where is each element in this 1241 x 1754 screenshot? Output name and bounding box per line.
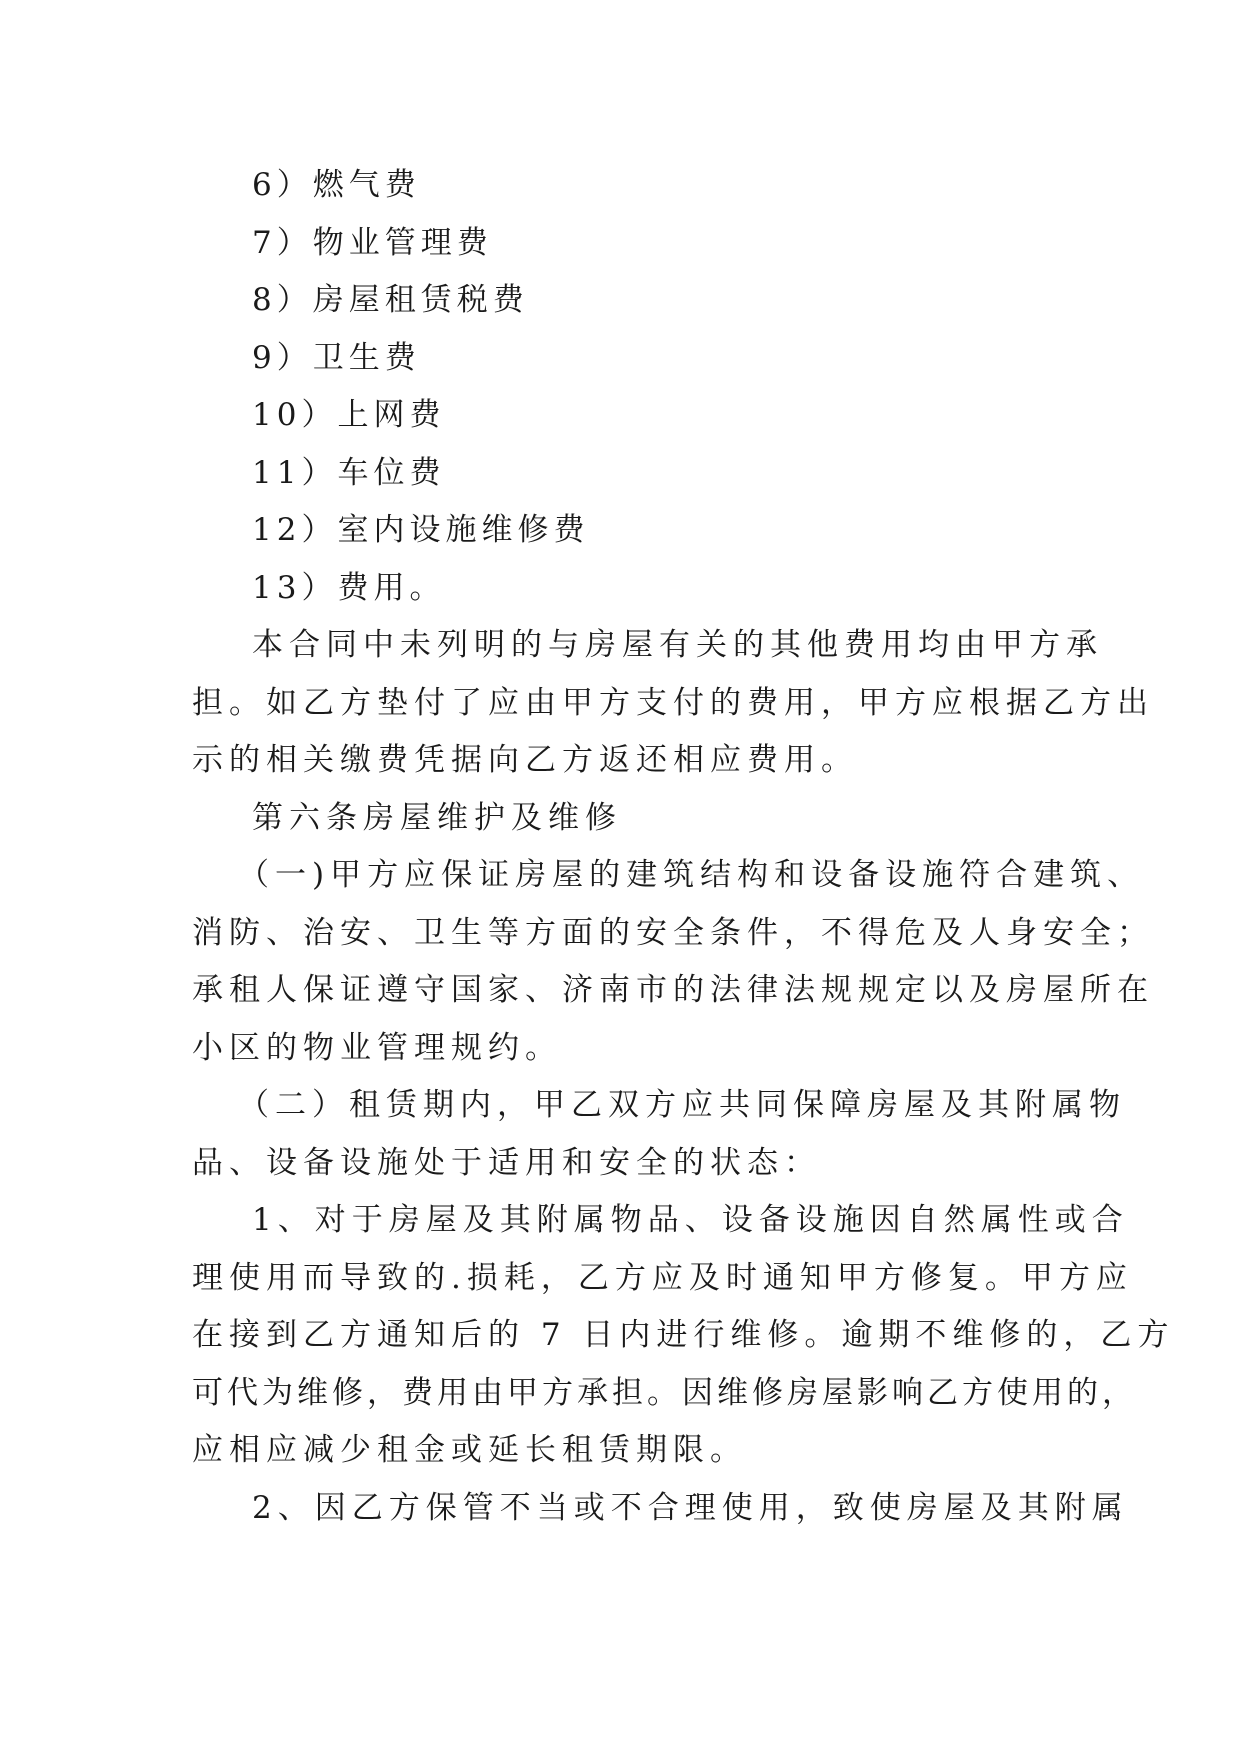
paragraph-line: 品、设备设施处于适用和安全的状态： [192,1145,821,1181]
fee-item: 11）车位费 [252,455,446,491]
paragraph-line: 消防、治安、卫生等方面的安全条件，不得危及人身安全； [192,915,1154,951]
section-heading: 第六条房屋维护及维修 [252,800,622,836]
paragraph-line: 小区的物业管理规约。 [192,1030,562,1066]
paragraph-line: 承租人保证遵守国家、济南市的法律法规规定以及房屋所在 [192,972,1154,1008]
paragraph-line: 1、对于房屋及其附属物品、设备设施因自然属性或合 [252,1202,1129,1238]
paragraph-line: 在接到乙方通知后的 7 日内进行维修。逾期不维修的，乙方 [192,1317,1175,1353]
paragraph-line: （二）租赁期内，甲乙双方应共同保障房屋及其附属物 [238,1087,1126,1123]
paragraph-line: （一)甲方应保证房屋的建筑结构和设备设施符合建筑、 [238,857,1145,893]
fee-item: 7）物业管理费 [252,225,493,261]
paragraph-line: 示的相关缴费凭据向乙方返还相应费用。 [192,742,858,778]
paragraph-line: 理使用而导致的.损耗，乙方应及时通知甲方修复。甲方应 [192,1260,1133,1296]
fee-item: 6）燃气费 [252,167,421,203]
fee-item: 9）卫生费 [252,340,421,376]
paragraph-line: 本合同中未列明的与房屋有关的其他费用均由甲方承 [252,627,1103,663]
fee-item: 10）上网费 [252,397,446,433]
fee-item: 13）费用。 [252,570,446,606]
paragraph-line: 2、因乙方保管不当或不合理使用，致使房屋及其附属 [252,1490,1129,1526]
fee-item: 8）房屋租赁税费 [252,282,529,318]
paragraph-line: 担。如乙方垫付了应由甲方支付的费用，甲方应根据乙方出 [192,685,1154,721]
paragraph-line: 应相应减少租金或延长租赁期限。 [192,1432,747,1468]
fee-item: 12）室内设施维修费 [252,512,590,548]
paragraph-line: 可代为维修，费用由甲方承担。因维修房屋影响乙方使用的， [192,1375,1137,1411]
